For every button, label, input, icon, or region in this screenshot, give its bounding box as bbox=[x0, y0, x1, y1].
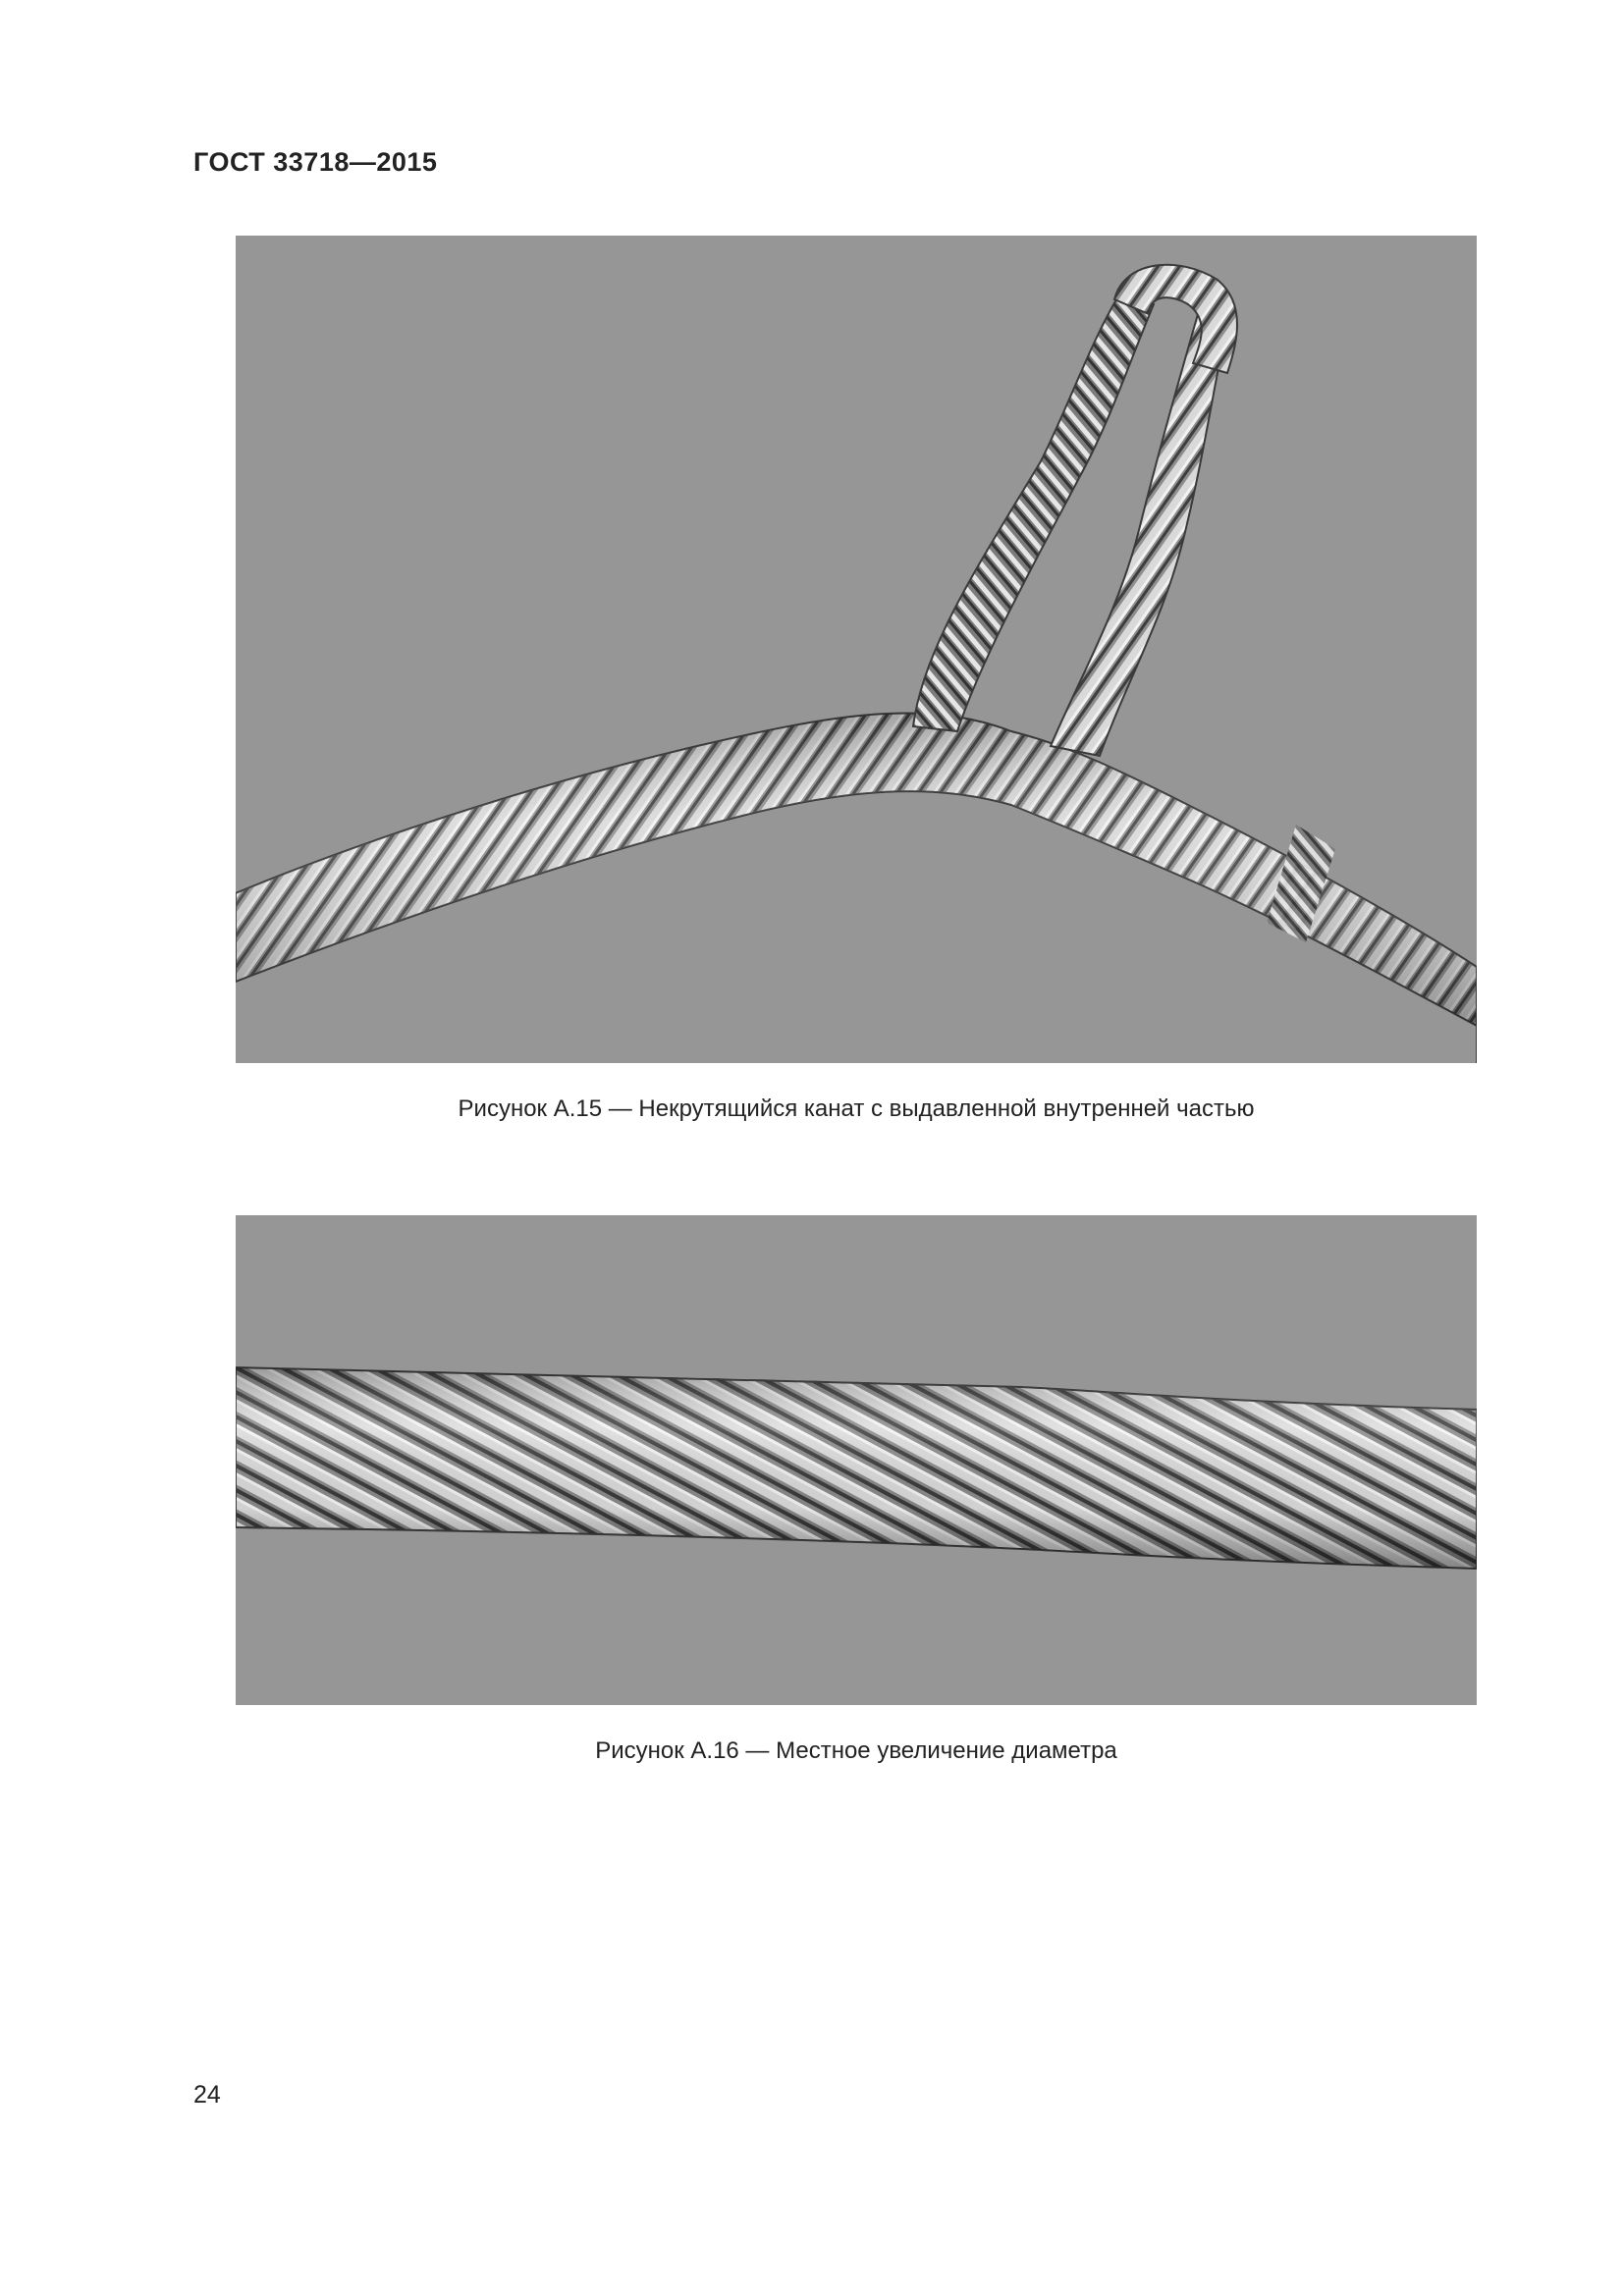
figure-photo-rope-core-protrusion bbox=[236, 236, 1477, 1063]
figure-caption-a16: Рисунок А.16 — Местное увеличение диаметра bbox=[595, 1737, 1117, 1764]
figure-photo-rope-diameter-increase bbox=[236, 1215, 1477, 1705]
document-standard-code: ГОСТ 33718—2015 bbox=[193, 147, 438, 177]
figure-caption-a15: Рисунок А.15 — Некрутящийся канат с выдавленной внутренней частью bbox=[458, 1095, 1255, 1122]
page-number: 24 bbox=[193, 2081, 221, 2109]
